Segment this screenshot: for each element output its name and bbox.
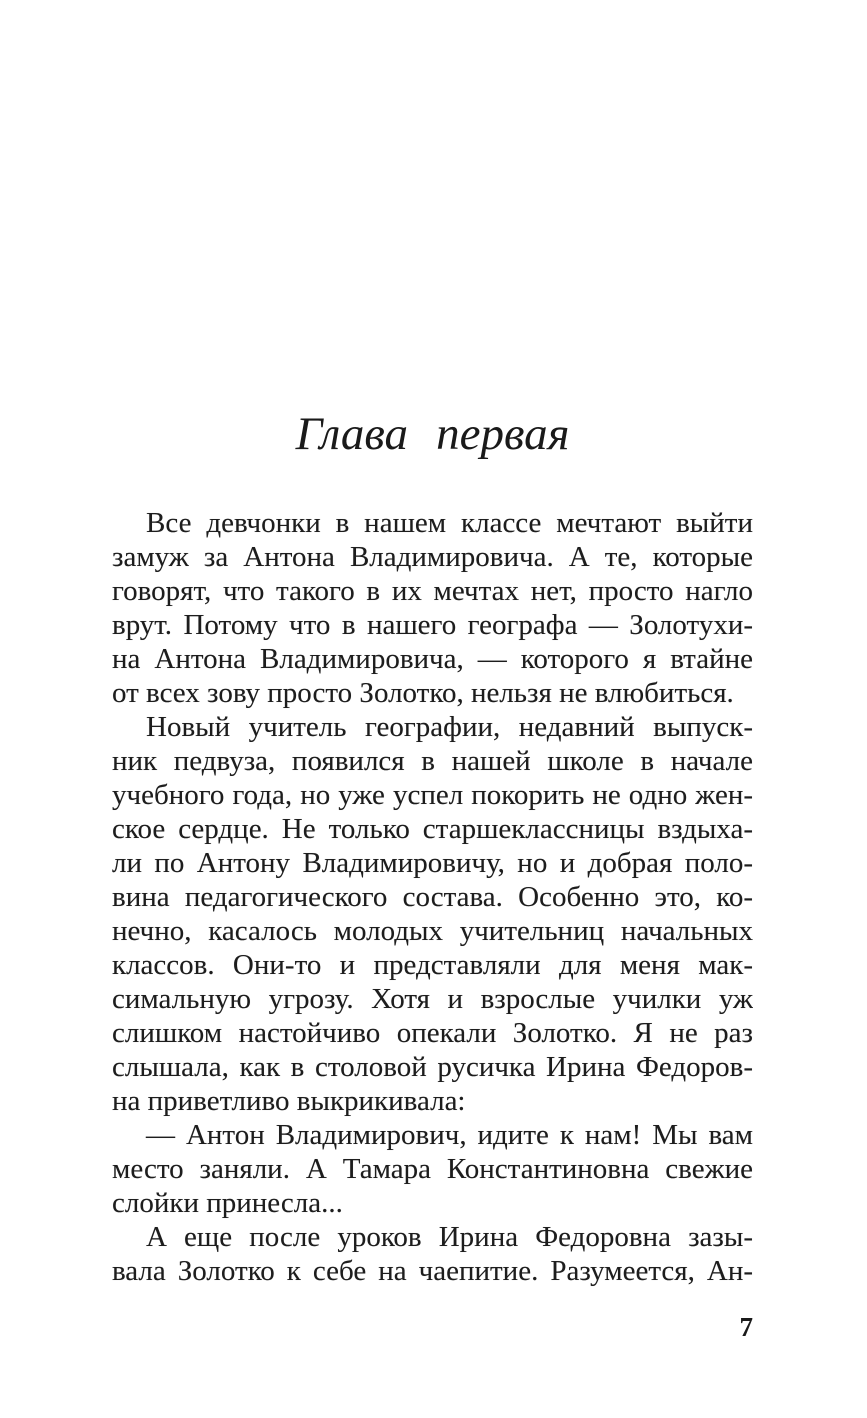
text-line: замуж за Антона Владимировича. А те, которые <box>112 541 753 573</box>
text-line: Новый учитель географии, недавний выпуск- <box>146 711 753 743</box>
text-line: слойки принесла... <box>112 1187 343 1219</box>
text-line: место заняли. А Тамара Константиновна свежие <box>112 1153 753 1185</box>
text-line: Все девчонки в нашем классе мечтают выйти <box>146 507 753 539</box>
text-line: ское сердце. Не только старшеклассницы вздыха- <box>112 813 753 845</box>
text-line: на Антона Владимировича, — которого я втайне <box>112 643 753 675</box>
text-line: слишком настойчиво опекали Золотко. Я не раз <box>112 1017 753 1049</box>
text-line: вала Золотко к себе на чаепитие. Разумеется, Ан- <box>112 1255 753 1287</box>
text-line: вина педагогического состава. Особенно это, ко- <box>112 881 753 913</box>
text-line: слышала, как в столовой русичка Ирина Федоров- <box>112 1051 753 1083</box>
chapter-title: Глава первая <box>295 408 570 460</box>
text-line: врут. Потому что в нашего географа — Золотухи- <box>112 609 753 641</box>
text-line: учебного года, но уже успел покорить не одно жен- <box>112 779 753 811</box>
page-number: 7 <box>739 1312 753 1342</box>
text-line: классов. Они-то и представляли для меня мак- <box>112 949 753 981</box>
text-line: от всех зову просто Золотко, нельзя не влюбиться. <box>112 677 734 709</box>
text-line: нечно, касалось молодых учительниц начальных <box>112 915 753 947</box>
text-line: ли по Антону Владимировичу, но и добрая поло- <box>112 847 753 879</box>
text-line: говорят, что такого в их мечтах нет, просто нагло <box>112 575 753 607</box>
text-line: симальную угрозу. Хотя и взрослые училки уж <box>112 983 753 1015</box>
text-line: ник педвуза, появился в нашей школе в начале <box>112 745 753 777</box>
text-line: на приветливо выкрикивала: <box>112 1085 466 1117</box>
text-line: А еще после уроков Ирина Федоровна зазы- <box>146 1221 753 1253</box>
text-line: — Антон Владимирович, идите к нам! Мы вам <box>146 1119 753 1151</box>
page-text <box>112 506 753 1288</box>
